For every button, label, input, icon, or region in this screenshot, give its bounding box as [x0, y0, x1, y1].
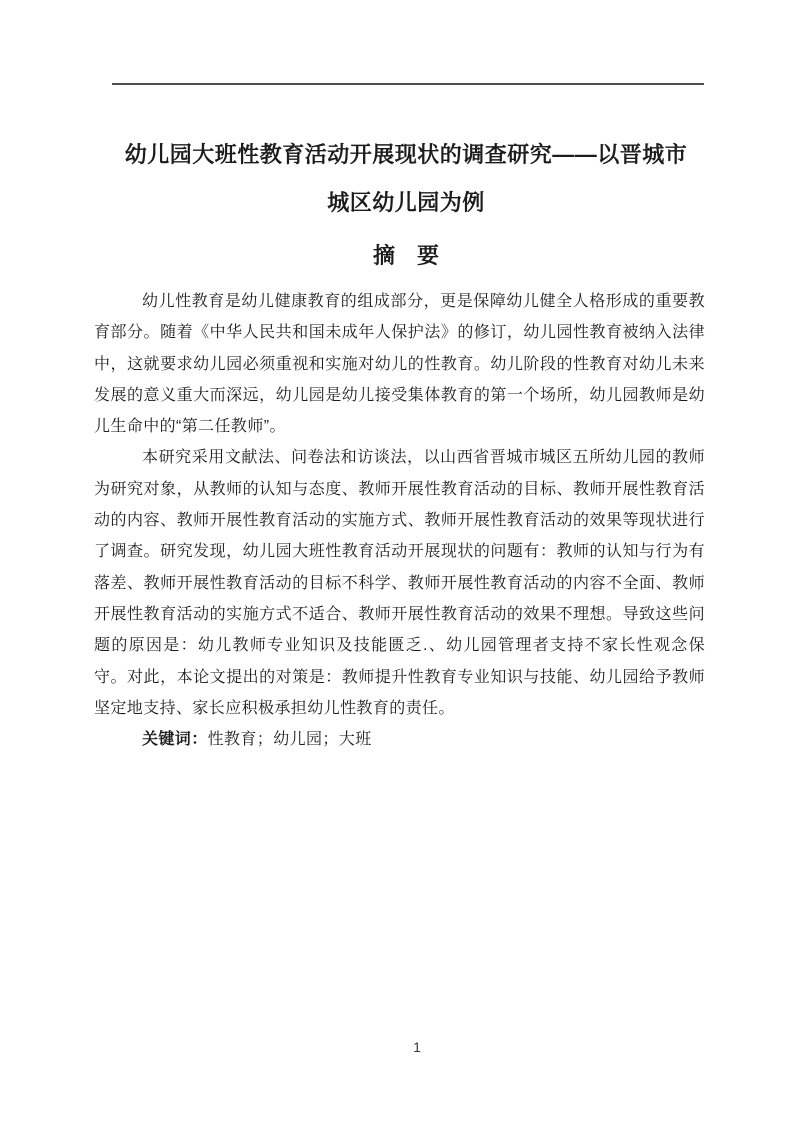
- abstract-heading: 摘 要: [372, 243, 439, 269]
- abstract-body: [94, 286, 705, 755]
- header-divider: [112, 83, 704, 85]
- abstract-paragraph-2: 本研究采用文献法、问卷法和访谈法，以山西省晋城市城区五所幼儿园的教师为研究对象，从教师的认知与态度、教师开展性教育活动的目标、教师开展性教育活动的内容、教师开展性教育活动的实施方式、教师开展性教育活动的效果等现状进行了调查。研究发现，幼儿园大班性教育活动开展现状的问题有：教师的认知与行为有落差、教师开展性教育活动的目标不科学、教师开展性教育活动的内容不全面、教师开展性教育活动的实施方式不适合、教师开展性教育活动的效果不理想。导致这些问题的原因是：幼儿教师专业知识及技能匮乏.、幼儿园管理者支持不家长性观念保守。对此，本论文提出的对策是：教师提升性教育专业知识与技能、幼儿园给予教师坚定地支持、家长应积极承担幼儿性教育的责任。: [94, 449, 705, 717]
- paper-title-line-2: 城区幼儿园为例: [327, 189, 485, 215]
- keywords-label: 关键词：: [142, 731, 208, 749]
- paper-title-line-1: 幼儿园大班性教育活动开展现状的调查研究——以晋城市: [124, 141, 688, 167]
- abstract-paragraph-1: 幼儿性教育是幼儿健康教育的组成部分，更是保障幼儿健全人格形成的重要教育部分。随着《中华人民共和国未成年人保护法》的修订，幼儿园性教育被纳入法律中，这就要求幼儿园必须重视和实施对幼儿的性教育。幼儿阶段的性教育对幼儿未来发展的意义重大而深远，幼儿园是幼儿接受集体教育的第一个场所，幼儿园教师是幼儿生命中的“第二任教师”。: [94, 293, 705, 436]
- keywords-text: 性教育；幼儿园；大班: [207, 731, 372, 749]
- paper-title: [95, 131, 705, 227]
- keywords-line: [94, 724, 705, 755]
- page-number: 1: [413, 1039, 421, 1055]
